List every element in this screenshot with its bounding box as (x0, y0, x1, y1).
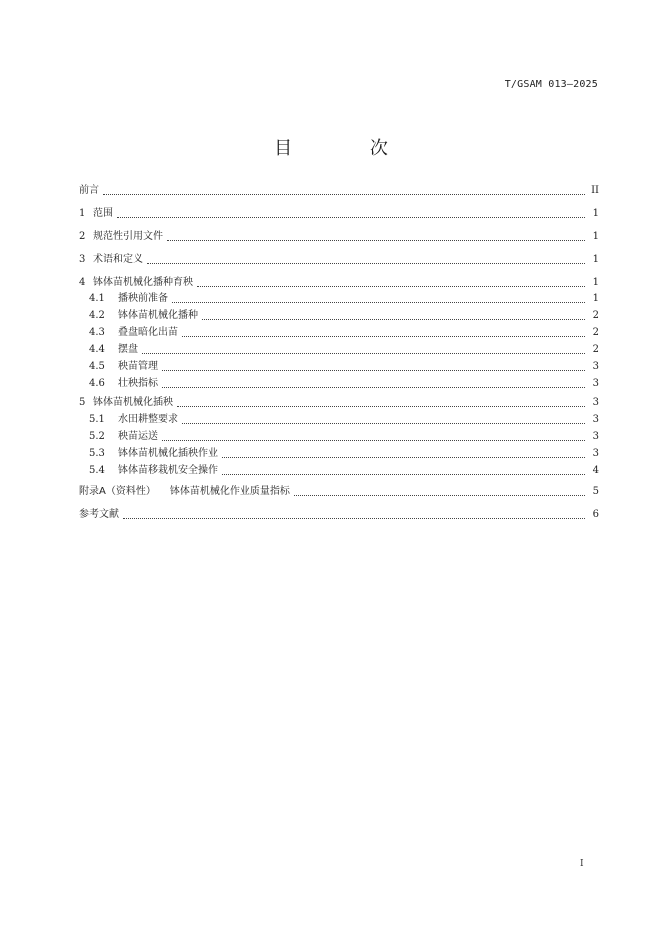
toc-entry-number: 5.3 (89, 448, 105, 459)
toc-entry-page: 3 (592, 431, 599, 442)
toc-entry-section-4-3[interactable] (89, 324, 599, 340)
standard-code: T/GSAM 013—2025 (504, 79, 598, 90)
dot-leader (167, 230, 585, 241)
toc-entry-page: 1 (592, 293, 599, 304)
toc-entry-label: 水田耕整要求 (118, 414, 178, 425)
toc-entry-label: 钵体苗机械化插秧 (93, 397, 173, 408)
toc-entry-number: 4.4 (89, 344, 105, 355)
toc-entry-section-5-1[interactable] (89, 411, 599, 427)
toc-entry-label: 术语和定义 (93, 254, 143, 265)
toc-entry-number: 3 (79, 254, 86, 265)
toc-entry-label: 钵体苗机械化播种 (118, 310, 198, 321)
toc-entry-page: II (591, 185, 599, 196)
dot-leader (222, 447, 585, 458)
toc-entry-number: 2 (79, 231, 86, 242)
toc-title: 目 次 (274, 138, 424, 159)
dot-leader (103, 184, 585, 195)
toc-entry-page: 1 (592, 277, 599, 288)
toc-entry-section-4-6[interactable] (89, 375, 599, 391)
toc-entry-bibliography[interactable] (79, 506, 599, 522)
dot-leader (197, 276, 585, 287)
toc-entry-page: 1 (592, 231, 599, 242)
toc-entry-page: 1 (592, 254, 599, 265)
toc-entry-number: 4.2 (89, 310, 105, 321)
toc-entry-section-3[interactable] (79, 251, 599, 267)
toc-entry-page: 2 (592, 344, 599, 355)
toc-entry-page: 2 (592, 327, 599, 338)
toc-entry-label: 前言 (79, 185, 99, 196)
toc-entry-label: 播秧前准备 (118, 293, 168, 304)
toc-entry-label: 附录A（资料性） (79, 486, 156, 497)
toc-entry-page: 5 (592, 486, 599, 497)
toc-entry-annex-title: 钵体苗机械化作业质量指标 (169, 486, 290, 497)
toc-entry-number: 4 (79, 277, 86, 288)
dot-leader (162, 377, 585, 388)
toc-entry-section-4[interactable] (79, 274, 599, 290)
toc-entry-number: 1 (79, 208, 86, 219)
toc-entry-page: 1 (592, 208, 599, 219)
toc-entry-label: 钵体苗机械化播种育秧 (93, 277, 193, 288)
dot-leader (182, 326, 585, 337)
toc-entry-section-2[interactable] (79, 228, 599, 244)
toc-entry-label: 范围 (93, 208, 113, 219)
dot-leader (202, 309, 585, 320)
toc-entry-label: 秧苗管理 (118, 361, 158, 372)
toc-entry-page: 3 (592, 448, 599, 459)
toc-entry-number: 4.1 (89, 293, 105, 304)
dot-leader (147, 253, 585, 264)
toc-entry-page: 3 (592, 361, 599, 372)
toc-entry-label: 摆盘 (118, 344, 138, 355)
dot-leader (182, 413, 585, 424)
toc-entry-section-4-1[interactable] (89, 290, 599, 306)
toc-entry-label: 规范性引用文件 (93, 231, 163, 242)
toc-entry-section-4-2[interactable] (89, 307, 599, 323)
toc-entry-number: 5.2 (89, 431, 105, 442)
dot-leader (294, 485, 585, 496)
toc-entry-section-4-4[interactable] (89, 341, 599, 357)
toc-entry-section-4-5[interactable] (89, 358, 599, 374)
toc-entry-number: 5.4 (89, 465, 105, 476)
dot-leader (177, 396, 585, 407)
dot-leader (172, 292, 585, 303)
toc-entry-foreword[interactable] (79, 182, 599, 198)
toc-entry-page: 2 (592, 310, 599, 321)
dot-leader (222, 464, 585, 475)
toc-entry-label: 参考文献 (79, 509, 119, 520)
toc-entry-number: 4.3 (89, 327, 105, 338)
toc-entry-number: 5 (79, 397, 86, 408)
toc-entry-label: 钵体苗机械化插秧作业 (118, 448, 218, 459)
toc-entry-label: 钵体苗移栽机安全操作 (118, 465, 218, 476)
toc-entry-label: 壮秧指标 (118, 378, 158, 389)
dot-leader (117, 207, 585, 218)
toc-entry-section-5-3[interactable] (89, 445, 599, 461)
toc-entry-label: 叠盘暗化出苗 (118, 327, 178, 338)
dot-leader (123, 508, 585, 519)
toc-entry-number: 5.1 (89, 414, 105, 425)
toc-entry-annex-a[interactable] (79, 483, 599, 499)
toc-entry-section-5[interactable] (79, 394, 599, 410)
toc-entry-number: 4.6 (89, 378, 105, 389)
dot-leader (162, 360, 585, 371)
toc-entry-page: 3 (592, 414, 599, 425)
toc-entry-section-1[interactable] (79, 205, 599, 221)
toc-entry-section-5-4[interactable] (89, 462, 599, 478)
toc-entry-number: 4.5 (89, 361, 105, 372)
toc-entry-page: 3 (592, 397, 599, 408)
toc-entry-page: 3 (592, 378, 599, 389)
page-number: I (580, 859, 584, 869)
dot-leader (142, 343, 585, 354)
toc-entry-page: 6 (592, 509, 599, 520)
toc-entry-page: 4 (592, 465, 599, 476)
toc-entry-label: 秧苗运送 (118, 431, 158, 442)
toc-entry-section-5-2[interactable] (89, 428, 599, 444)
dot-leader (162, 430, 585, 441)
